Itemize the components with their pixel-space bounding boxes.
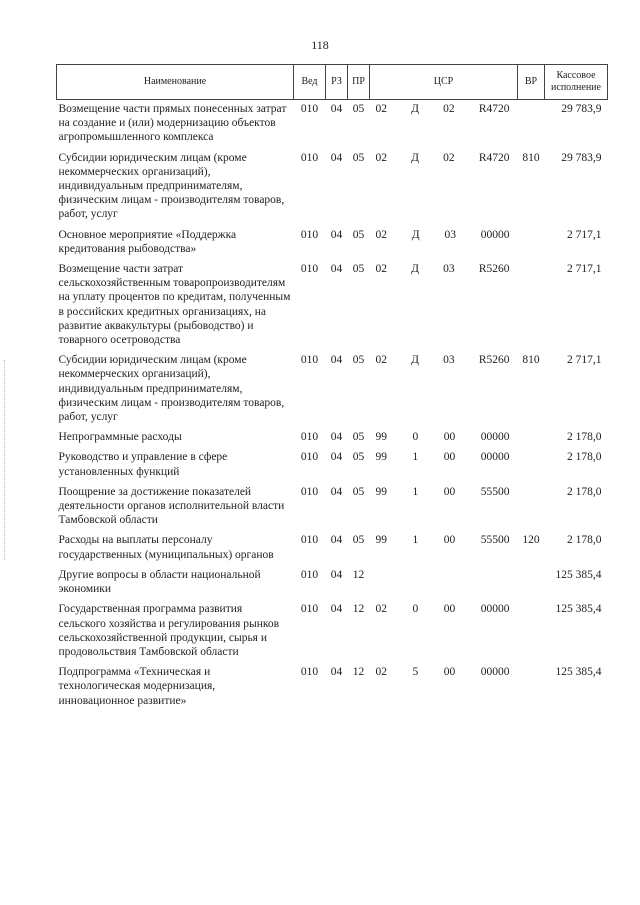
csr-part: 1 bbox=[412, 485, 419, 498]
csr-part: 00 bbox=[443, 603, 456, 616]
table-row bbox=[57, 531, 608, 565]
csr-code bbox=[372, 353, 516, 367]
row-rz: 04 bbox=[330, 534, 343, 547]
csr-part: 55500 bbox=[480, 534, 510, 547]
row-vr bbox=[518, 100, 545, 149]
row-name: Непрограммные расходы bbox=[58, 431, 182, 444]
row-csr bbox=[370, 351, 518, 428]
csr-part: 02 bbox=[375, 228, 387, 241]
row-ved: 010 bbox=[300, 534, 319, 547]
row-rz: 04 bbox=[330, 103, 343, 115]
csr-part: 00 bbox=[443, 485, 456, 498]
row-name: Другие вопросы в области национальной экономики bbox=[58, 568, 261, 596]
csr-part: 99 bbox=[375, 485, 387, 498]
row-pr: 12 bbox=[352, 568, 365, 581]
csr-code bbox=[372, 430, 516, 444]
table-row bbox=[57, 448, 608, 482]
csr-code bbox=[372, 533, 516, 547]
row-ved: 010 bbox=[300, 603, 319, 616]
row-rz: 04 bbox=[330, 485, 343, 498]
row-ved: 010 bbox=[300, 263, 319, 276]
row-pr: 05 bbox=[352, 228, 365, 241]
csr-part: 00000 bbox=[480, 431, 510, 444]
row-rz: 04 bbox=[330, 568, 343, 581]
row-pr: 05 bbox=[352, 354, 365, 367]
row-ved: 010 bbox=[300, 451, 319, 464]
row-csr bbox=[370, 483, 518, 532]
csr-part: R5260 bbox=[478, 263, 510, 276]
row-vr: 810 bbox=[522, 354, 540, 367]
row-pr: 05 bbox=[352, 451, 365, 464]
csr-code bbox=[372, 602, 516, 616]
row-pr: 12 bbox=[352, 603, 365, 616]
csr-part: 5 bbox=[412, 666, 419, 679]
csr-part: 02 bbox=[375, 603, 387, 616]
csr-part: Д bbox=[411, 103, 420, 115]
row-csr bbox=[370, 531, 518, 565]
header-csr: ЦСР bbox=[370, 65, 518, 100]
row-amount: 29 783,9 bbox=[561, 103, 602, 115]
row-name: Подпрограмма «Техническая и технологическая модернизация, инновационное развитие» bbox=[58, 666, 216, 707]
row-amount: 2 717,1 bbox=[567, 263, 602, 276]
table-row bbox=[57, 226, 608, 260]
table-row bbox=[57, 100, 608, 149]
row-ved: 010 bbox=[300, 151, 319, 164]
row-amount: 2 178,0 bbox=[567, 485, 602, 498]
row-rz: 04 bbox=[330, 151, 343, 164]
row-ved: 010 bbox=[300, 485, 319, 498]
row-pr: 05 bbox=[352, 151, 365, 164]
row-csr bbox=[370, 100, 518, 149]
row-rz: 04 bbox=[330, 263, 343, 276]
row-pr: 05 bbox=[352, 485, 365, 498]
row-csr bbox=[370, 149, 518, 226]
row-vr: 810 bbox=[522, 151, 540, 164]
csr-part: 02 bbox=[443, 151, 455, 164]
csr-part: 00 bbox=[443, 666, 456, 679]
csr-part: 02 bbox=[375, 666, 387, 679]
csr-part: 1 bbox=[412, 451, 419, 464]
csr-part: 00 bbox=[443, 451, 456, 464]
csr-part: 00000 bbox=[480, 603, 510, 616]
csr-part: 02 bbox=[375, 103, 387, 115]
row-csr bbox=[370, 448, 518, 482]
budget-table bbox=[56, 64, 608, 712]
csr-part: 00 bbox=[443, 431, 456, 444]
row-amount: 125 385,4 bbox=[555, 603, 602, 616]
table-row bbox=[57, 483, 608, 532]
table-row bbox=[57, 351, 608, 428]
row-amount: 2 717,1 bbox=[567, 354, 602, 367]
row-pr: 05 bbox=[352, 431, 365, 444]
table-row bbox=[57, 428, 608, 448]
csr-part: R5260 bbox=[478, 354, 510, 367]
csr-part: 0 bbox=[412, 431, 419, 444]
csr-part: Д bbox=[411, 151, 420, 164]
row-amount: 2 717,1 bbox=[567, 228, 602, 241]
csr-part: 00000 bbox=[480, 451, 510, 464]
margin-scan-mark bbox=[4, 360, 11, 560]
row-csr bbox=[370, 260, 518, 351]
row-name: Руководство и управление в сфере установленных функций bbox=[58, 451, 228, 478]
csr-part: 02 bbox=[375, 354, 387, 367]
csr-code bbox=[372, 262, 516, 276]
row-vr bbox=[518, 483, 545, 532]
row-vr bbox=[518, 448, 545, 482]
csr-part: Д bbox=[411, 263, 420, 276]
row-rz: 04 bbox=[330, 666, 343, 679]
header-vr: ВР bbox=[518, 65, 545, 100]
header-amount: Кассовое исполнение bbox=[545, 65, 608, 100]
row-vr bbox=[518, 600, 545, 663]
csr-part: 1 bbox=[412, 534, 419, 547]
table-body bbox=[57, 100, 608, 712]
row-rz: 04 bbox=[330, 228, 343, 241]
row-name: Государственная программа развития сельского хозяйства и регулирования рынков сельскохозяйственной продукции, сырья и продовольствия Тамбовской области bbox=[58, 603, 280, 658]
csr-part: Д bbox=[411, 228, 420, 241]
csr-code bbox=[372, 151, 516, 165]
header-ved: Вед bbox=[294, 65, 326, 100]
row-rz: 04 bbox=[330, 354, 343, 367]
header-pr: ПР bbox=[348, 65, 370, 100]
row-name: Возмещение части прямых понесенных затрат на создание и (или) модернизацию объектов агропромышленного комплекса bbox=[58, 103, 287, 144]
table-row bbox=[57, 566, 608, 600]
row-rz: 04 bbox=[330, 603, 343, 616]
row-csr bbox=[370, 226, 518, 260]
csr-part: 99 bbox=[375, 431, 387, 444]
csr-part: 99 bbox=[375, 534, 387, 547]
row-pr: 12 bbox=[352, 666, 365, 679]
csr-part: 00000 bbox=[480, 228, 510, 241]
row-csr bbox=[370, 600, 518, 663]
csr-code bbox=[372, 665, 516, 679]
csr-part: 02 bbox=[375, 263, 387, 276]
csr-part: 00 bbox=[443, 534, 456, 547]
row-rz: 04 bbox=[330, 431, 343, 444]
row-pr: 05 bbox=[352, 534, 365, 547]
row-pr: 05 bbox=[352, 103, 365, 115]
row-vr bbox=[518, 566, 545, 600]
page-number: 118 bbox=[311, 38, 329, 52]
table-row bbox=[57, 600, 608, 663]
row-amount: 125 385,4 bbox=[555, 568, 602, 581]
csr-part: R4720 bbox=[478, 151, 510, 164]
table-header-row bbox=[57, 65, 608, 100]
csr-part: 0 bbox=[412, 603, 419, 616]
header-name: Наименование bbox=[57, 65, 294, 100]
csr-part: 99 bbox=[375, 451, 387, 464]
csr-part: Д bbox=[411, 354, 420, 367]
csr-part: 02 bbox=[375, 151, 387, 164]
table-row bbox=[57, 149, 608, 226]
row-vr bbox=[518, 226, 545, 260]
header-rz: РЗ bbox=[326, 65, 348, 100]
row-amount: 29 783,9 bbox=[561, 151, 602, 164]
row-ved: 010 bbox=[300, 666, 319, 679]
row-amount: 125 385,4 bbox=[555, 666, 602, 679]
table-row bbox=[57, 663, 608, 712]
row-name: Возмещение части затрат сельскохозяйственным товаропроизводителям на уплату процентов по кредитам, полученным в российских кредитных организациях, на развитие аквакультуры (рыбоводство) и товарного осетроводства bbox=[58, 263, 291, 347]
row-ved: 010 bbox=[300, 431, 319, 444]
row-csr bbox=[370, 428, 518, 448]
csr-code bbox=[372, 450, 516, 464]
row-amount: 2 178,0 bbox=[567, 431, 602, 444]
row-pr: 05 bbox=[352, 263, 365, 276]
row-ved: 010 bbox=[300, 568, 319, 581]
row-name: Субсидии юридическим лицам (кроме некоммерческих организаций), индивидуальным предпринимателям, физическим лицам - производителям товаров, работ, услуг bbox=[58, 151, 285, 221]
row-vr: 120 bbox=[522, 534, 540, 547]
csr-part: 03 bbox=[443, 354, 455, 367]
row-ved: 010 bbox=[300, 228, 319, 241]
csr-part: 00000 bbox=[480, 666, 510, 679]
csr-part: 03 bbox=[443, 263, 455, 276]
row-name: Расходы на выплаты персоналу государственных (муниципальных) органов bbox=[58, 534, 274, 561]
csr-part: R4720 bbox=[478, 103, 510, 115]
csr-part: 02 bbox=[443, 103, 455, 115]
row-ved: 010 bbox=[300, 103, 319, 115]
row-amount: 2 178,0 bbox=[567, 451, 602, 464]
csr-part: 03 bbox=[444, 228, 456, 241]
row-ved: 010 bbox=[300, 354, 319, 367]
csr-part: 55500 bbox=[480, 485, 510, 498]
row-vr bbox=[518, 260, 545, 351]
row-name: Поощрение за достижение показателей деятельности органов исполнительной власти Тамбовской области bbox=[58, 485, 285, 527]
row-rz: 04 bbox=[330, 451, 343, 464]
csr-code bbox=[372, 102, 516, 116]
row-vr bbox=[518, 663, 545, 712]
row-csr bbox=[370, 663, 518, 712]
row-vr bbox=[518, 428, 545, 448]
csr-code bbox=[372, 485, 516, 499]
row-amount: 2 178,0 bbox=[567, 534, 602, 547]
row-name: Основное мероприятие «Поддержка кредитования рыбоводства» bbox=[58, 228, 237, 255]
row-name: Субсидии юридическим лицам (кроме некоммерческих организаций), индивидуальным предпринимателям, физическим лицам - производителям товаров, работ, услуг bbox=[58, 354, 285, 424]
csr-code bbox=[372, 228, 516, 242]
row-csr bbox=[370, 566, 518, 600]
table-row bbox=[57, 260, 608, 351]
